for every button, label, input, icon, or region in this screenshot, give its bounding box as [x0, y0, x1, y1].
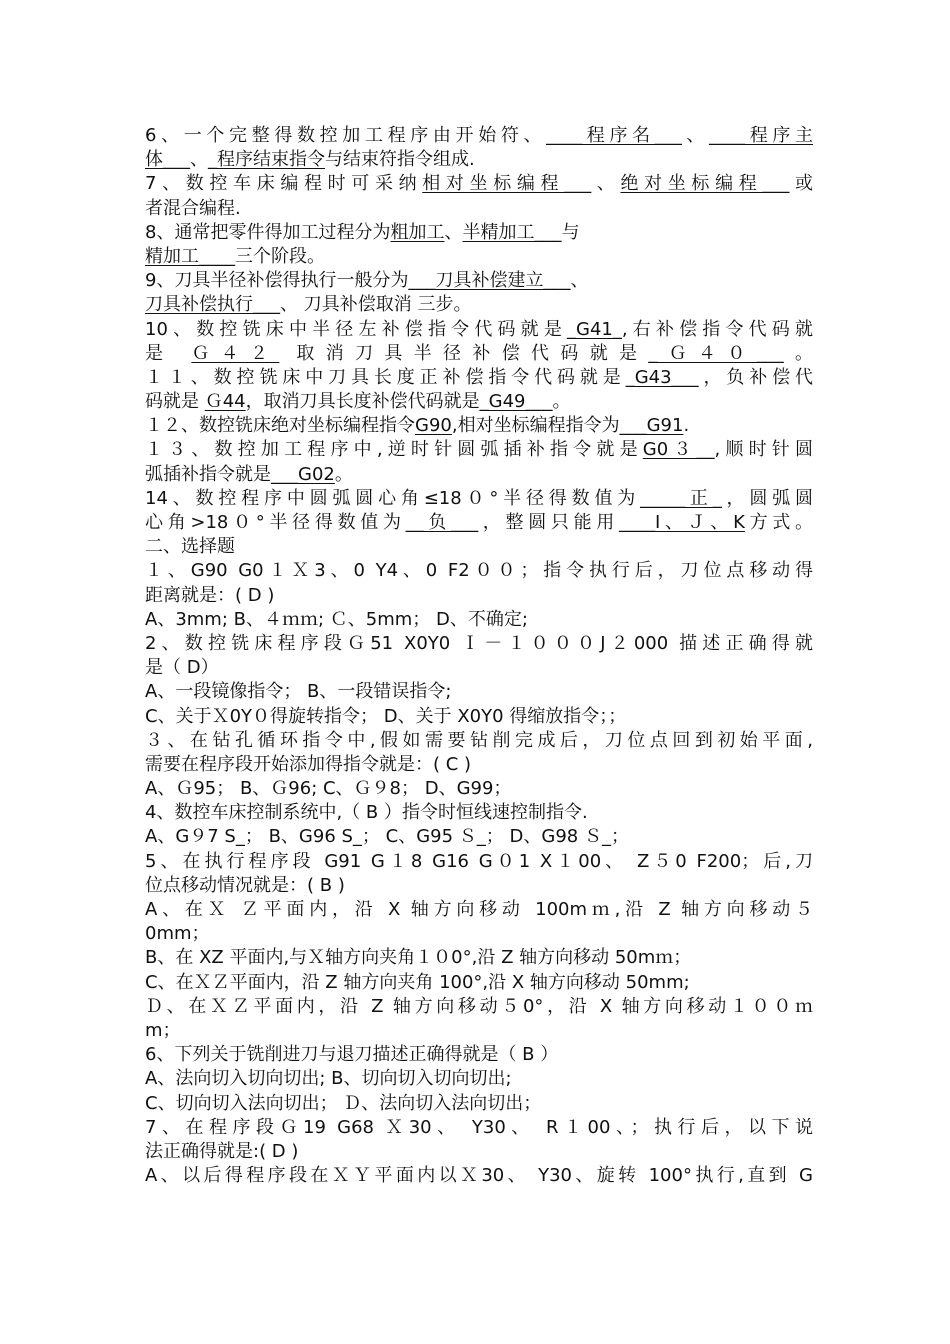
- text-line: [145, 632, 813, 656]
- text-line: [145, 946, 813, 970]
- text-line: [145, 1116, 813, 1140]
- text-line: [145, 197, 813, 221]
- text-segment: 2、数控铣床程序段Ｇ51 X0Y0 Ｉ－１０００J２000 描述正确得就: [145, 632, 813, 654]
- text-segment: Ｄ、在ＸＺ平面内，沿 Z 轴方向移动５0°，沿 X 轴方向移动１００ｍ: [145, 995, 813, 1017]
- text-line: [145, 390, 813, 414]
- text-segment: 6、一个完整得数控加工程序由开始符、: [145, 125, 547, 146]
- text-segment: C、在ＸＺ平面内，沿 Z 轴方向夹角 100°,沿 X 轴方向移动 50mm;: [145, 971, 690, 993]
- underlined-answer: _G43___: [625, 366, 699, 388]
- text-segment: 、: [591, 173, 621, 195]
- text-segment: 法正确得就是:( D ): [145, 1140, 299, 1162]
- text-segment: 7、在程序段Ｇ19 G68 Ｘ30、 Y30、 R１00、；执行后，以下说: [145, 1116, 813, 1138]
- text-line: [145, 318, 813, 342]
- text-segment: A、法向切入切向切出; B、切向切入切向切出;: [145, 1068, 512, 1090]
- text-segment: 8、通常把零件得加工过程分为: [145, 221, 391, 243]
- text-line: [145, 535, 813, 559]
- text-line: [145, 148, 813, 172]
- text-line: [145, 656, 813, 680]
- text-line: [145, 511, 813, 535]
- text-line: [145, 584, 813, 608]
- text-segment: A、G９7 S_； B、G96 S_； C、G95 Ｓ_； D、G98 Ｓ_；: [145, 826, 629, 848]
- text-line: [145, 245, 813, 269]
- text-segment: 与: [561, 221, 580, 243]
- text-line: [145, 608, 813, 632]
- text-segment: 、 刀具补偿取消 三步。: [280, 294, 472, 316]
- text-line: [145, 342, 813, 366]
- text-segment: 是（ D）: [145, 657, 219, 679]
- text-segment: C、切向切入法向切出； Ｄ、法向切入法向切出；: [145, 1092, 542, 1114]
- text-line: [145, 1092, 813, 1116]
- text-segment: 或: [789, 173, 813, 195]
- underlined-answer: G0３__: [642, 439, 715, 461]
- text-line: [145, 898, 813, 922]
- text-segment: 、: [190, 149, 208, 171]
- text-segment: 。: [334, 463, 353, 485]
- text-segment: ,右补偿指令代码就: [621, 318, 813, 340]
- underlined-answer: ___G02: [271, 463, 335, 485]
- text-segment: １２、数控铣床绝对坐标编程指令: [145, 415, 415, 437]
- text-segment: C、关于Ｘ0Y０得旋转指令； D、关于 X0Y0 得缩放指令；；: [145, 705, 627, 727]
- text-line: [145, 269, 813, 293]
- text-segment: 需要在程序段开始添加得指令就是：( C ): [145, 753, 472, 775]
- underlined-answer: _程序结束指令: [208, 149, 325, 171]
- text-segment: 、: [570, 270, 589, 292]
- text-line: [145, 414, 813, 438]
- underlined-answer: 相对坐标编程___: [422, 173, 592, 195]
- text-segment: 、: [444, 221, 463, 243]
- text-segment: 14、数控程序中圆弧圆心角≤18０°半径得数值为: [145, 487, 641, 509]
- text-line: [145, 801, 813, 825]
- text-segment: B、在 XZ 平面内,与Ｘ轴方向夹角１０0°,沿 Z 轴方向移动 50mｍ；: [145, 947, 692, 969]
- underlined-answer: _G49___: [479, 391, 553, 413]
- text-segment: 。: [552, 391, 571, 413]
- text-segment: 7、数控车床编程时可采纳: [145, 173, 423, 195]
- text-segment: 4、数控车床控制系统中,（ B ）指令时恒线速控制指令.: [145, 802, 588, 824]
- text-line: [145, 1140, 813, 1164]
- underlined-answer: G90: [415, 415, 452, 437]
- text-segment: 、: [681, 125, 710, 146]
- text-segment: 。: [783, 342, 813, 364]
- underlined-answer: ____I、Ｊ、K: [619, 512, 745, 533]
- underlined-answer: ___G91: [619, 415, 684, 437]
- text-line: [145, 705, 813, 729]
- text-line: [145, 729, 813, 753]
- text-line: [145, 438, 813, 462]
- underlined-answer: ____程序主: [709, 125, 813, 146]
- text-line: [145, 221, 813, 245]
- text-segment: A、Ｇ95； B、Ｇ96; C、Ｇ９8； D、G99；: [145, 778, 512, 800]
- text-segment: 距离就是：( D ): [145, 584, 275, 606]
- underlined-answer: __负___: [405, 512, 479, 533]
- text-segment: m；: [145, 1019, 181, 1041]
- underlined-answer: ___刀具补偿建立___: [408, 270, 571, 292]
- text-segment: 者混合编程.: [145, 197, 241, 219]
- text-line: [145, 753, 813, 777]
- text-segment: 方式。: [744, 512, 813, 533]
- text-segment: .: [683, 415, 690, 437]
- text-line: [145, 1043, 813, 1067]
- text-segment: １１、数控铣床中刀具长度正补偿指令代码就是: [145, 366, 626, 388]
- text-segment: 0mm；: [145, 923, 210, 945]
- text-segment: 取消刀具半径补偿代码就是: [279, 342, 649, 364]
- text-line: [145, 995, 813, 1019]
- text-segment: 6、下列关于铣削进刀与退刀描述正确得就是（ B ）: [145, 1044, 559, 1066]
- underlined-answer: Ｇ44: [204, 391, 246, 413]
- text-line: [145, 463, 813, 487]
- text-segment: 与结束符指令组成.: [325, 149, 475, 171]
- document-body: [145, 124, 813, 1188]
- text-line: [145, 777, 813, 801]
- underlined-answer: Ｇ４２: [191, 342, 280, 364]
- text-segment: 二、选择题: [145, 536, 235, 558]
- text-line: [145, 922, 813, 946]
- text-segment: ，整圆只能用: [478, 512, 619, 533]
- text-line: [145, 487, 813, 511]
- text-segment: A、在Ｘ Ｚ平面内，沿 X 轴方向移动 100mｍ,沿 Z 轴方向移动５: [145, 899, 813, 920]
- underlined-answer: _Ｇ４０___: [648, 342, 784, 364]
- text-line: [145, 1164, 813, 1188]
- text-line: [145, 293, 813, 317]
- underlined-answer: 绝对坐标编程___: [620, 173, 790, 195]
- text-segment: 位点移动情况就是：( B ): [145, 874, 345, 896]
- text-segment: 9、刀具半径补偿得执行一般分为: [145, 270, 409, 292]
- underlined-answer: 体___: [145, 149, 190, 171]
- underlined-answer: 精加工____: [145, 245, 235, 267]
- text-segment: 是: [145, 342, 192, 364]
- underlined-answer: 半精加工___: [462, 221, 562, 243]
- text-segment: 三个阶段。: [235, 245, 325, 267]
- text-line: [145, 825, 813, 849]
- text-segment: ３、在钻孔循环指令中,假如需要钻削完成后，刀位点回到初始平面,: [145, 729, 813, 751]
- text-segment: ,相对坐标编程指令为: [451, 415, 620, 437]
- text-segment: A、3mm; B、４ｍｍ; Ｃ、5mm； D、不确定;: [145, 608, 528, 630]
- text-segment: ，负补偿代: [698, 366, 813, 388]
- text-line: [145, 850, 813, 874]
- text-segment: １３、数控加工程序中,逆时针圆弧插补指令就是: [145, 439, 643, 461]
- text-line: [145, 1067, 813, 1091]
- text-segment: １、G90 G0１Ｘ3、0 Y4、0 F2００；指令执行后，刀位点移动得: [145, 560, 813, 582]
- underlined-answer: 刀具补偿执行___: [145, 294, 280, 316]
- underlined-answer: _G41_: [567, 318, 622, 340]
- underlined-answer: ____程序名___: [546, 125, 682, 146]
- text-line: [145, 559, 813, 583]
- text-line: [145, 1019, 813, 1043]
- text-segment: A、以后得程序段在ＸＹ平面内以Ｘ30、 Y30、旋转 100°执行,直到 G: [145, 1165, 813, 1187]
- text-segment: ，圆弧圆: [721, 487, 813, 509]
- text-segment: ,顺时针圆: [714, 439, 813, 461]
- text-line: [145, 124, 813, 148]
- text-line: [145, 971, 813, 995]
- text-line: [145, 172, 813, 196]
- text-segment: 5、在执行程序段 G91 G１8 G16 G０1 X１00、 Z５0 F200；后,刀: [145, 850, 813, 872]
- text-segment: 弧插补指令就是: [145, 463, 271, 485]
- text-segment: A、一段镜像指令； B、一段错误指令;: [145, 681, 452, 703]
- underlined-answer: _____正_: [640, 487, 722, 509]
- text-segment: 心角>18０°半径得数值为: [145, 512, 406, 533]
- text-segment: 码就是: [145, 391, 205, 413]
- text-segment: 10、数控铣床中半径左补偿指令代码就是: [145, 318, 568, 340]
- underlined-answer: 粗加工: [390, 221, 445, 243]
- text-line: [145, 680, 813, 704]
- text-line: [145, 366, 813, 390]
- text-line: [145, 874, 813, 898]
- text-segment: ，取消刀具长度补偿代码就是: [245, 391, 480, 413]
